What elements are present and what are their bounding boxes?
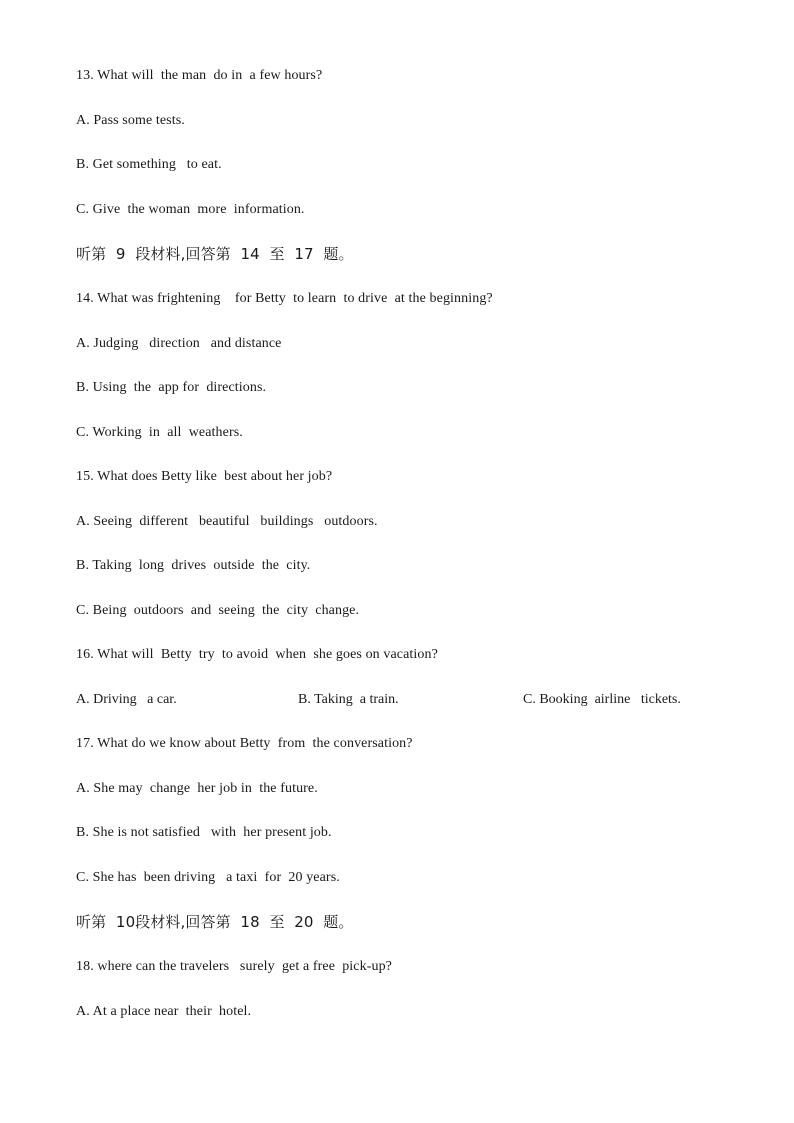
question-13-option-c: C. Give the woman more information. — [76, 202, 305, 217]
question-17-option-b: B. She is not satisfied with her present job. — [76, 825, 332, 840]
question-16: 16. What will Betty try to avoid when she goes on vacation? — [76, 647, 438, 662]
question-15-option-a: A. Seeing different beautiful buildings outdoors. — [76, 514, 378, 529]
question-14-option-a: A. Judging direction and distance — [76, 336, 282, 351]
question-18: 18. where can the travelers surely get a free pick-up? — [76, 959, 392, 974]
question-13-option-b: B. Get something to eat. — [76, 157, 222, 172]
question-15-option-c: C. Being outdoors and seeing the city change. — [76, 603, 360, 618]
question-13-option-a: A. Pass some tests. — [76, 113, 185, 128]
question-17: 17. What do we know about Betty from the conversation? — [76, 736, 413, 751]
question-18-option-a: A. At a place near their hotel. — [76, 1004, 252, 1019]
question-14: 14. What was frightening for Betty to learn to drive at the beginning? — [76, 291, 493, 306]
question-16-option-a: A. Driving a car. — [76, 692, 177, 707]
question-13: 13. What will the man do in a few hours? — [76, 68, 323, 83]
section-heading-10: 听第 10段材料,回答第 18 至 20 题。 — [76, 913, 354, 931]
question-15: 15. What does Betty like best about her job? — [76, 469, 333, 484]
question-16-option-c: C. Booking airline tickets. — [523, 692, 681, 707]
question-17-option-a: A. She may change her job in the future. — [76, 781, 318, 796]
question-14-option-b: B. Using the app for directions. — [76, 380, 267, 395]
question-15-option-b: B. Taking long drives outside the city. — [76, 558, 311, 573]
question-17-option-c: C. She has been driving a taxi for 20 years. — [76, 870, 340, 885]
section-heading-9: 听第 9 段材料,回答第 14 至 17 题。 — [76, 245, 354, 263]
question-14-option-c: C. Working in all weathers. — [76, 425, 243, 440]
question-16-option-b: B. Taking a train. — [298, 692, 399, 707]
